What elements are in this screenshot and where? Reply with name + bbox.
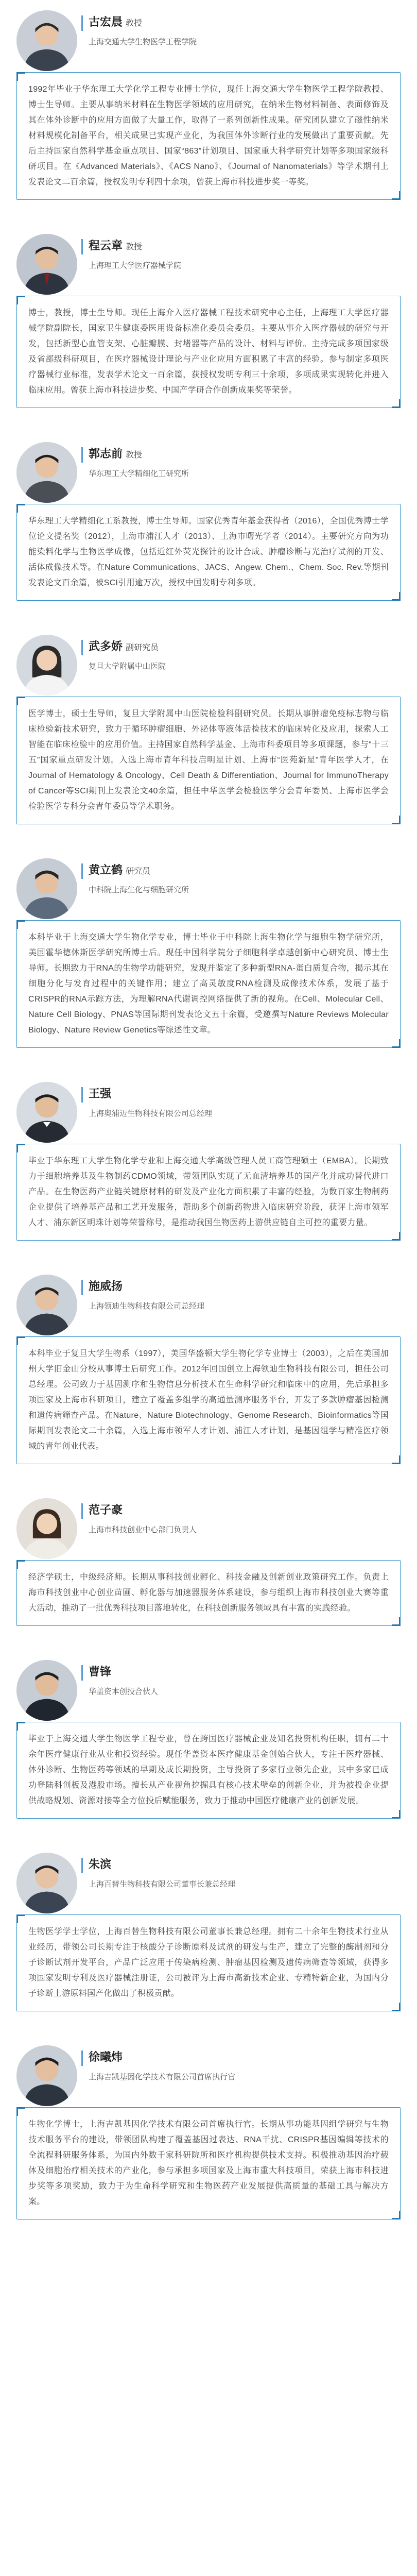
profile-header: [11, 1072, 406, 1144]
avatar: [16, 858, 77, 919]
expert-profile: [11, 1650, 406, 1819]
profile-header: [11, 624, 406, 697]
expert-bio: 华东理工大学精细化工系教授，博士生导师。国家优秀青年基金获得者（2016），全国优秀博士学位论文提名奖（2012），上海市浦江人才（2013）、上海市曙光学者（2014）。主要研究方向为功能染料化学与生物医学成像，包括近红外荧光探针的设计合成、肿瘤诊断与光治疗试剂的开发、活体成像技术等。在Nature Communications、JACS、Angew. Chem.、Chem. Soc. Rev.等期刊发表论文百余篇，被SCI引用逾万次，授权中国发明专利多项。: [28, 517, 389, 587]
expert-affiliation: 华盖资本创投合伙人: [89, 1687, 159, 1696]
expert-profile: [11, 0, 406, 200]
accent-bar: [81, 2050, 83, 2066]
bio-box: [16, 504, 401, 601]
expert-profile: [11, 1488, 406, 1626]
bio-box: [16, 1914, 401, 2011]
avatar: [16, 1082, 77, 1143]
expert-affiliation: 上海奥浦迈生物科技有限公司总经理: [89, 1109, 213, 1118]
avatar: [16, 1853, 77, 1913]
expert-name: 徐曦炜: [89, 2050, 123, 2063]
expert-profile: [11, 1264, 406, 1464]
expert-title: 研究员: [126, 867, 151, 876]
expert-profile: [11, 624, 406, 824]
expert-bio: 医学博士，硕士生导师，复旦大学附属中山医院检验科副研究员。长期从事肿瘤免疫标志物与临床检验新技术研究，致力于循环肿瘤细胞、外泌体等液体活检技术的临床转化及应用，探索人工智能在临床检验中的应用价值。主持国家自然科学基金、上海市科委项目等多项课题，参与“十三五”国家重点研发计划。入选上海市青年科技启明星计划、上海市“医苑新星”青年医学人才，在Journal of Hematology & Oncology、Cell Death & Differentiation、Journal for ImmunoTherapy of Cancer等SCI期刊上发表论文40余篇，担任中华医学会检验医学分会青年委员、上海市医学会检验医学专科分会青年委员等学术职务。: [28, 709, 389, 811]
bio-box: [16, 1560, 401, 1626]
profile-header: [11, 848, 406, 920]
expert-name: 朱滨: [89, 1858, 112, 1871]
expert-affiliation: 上海领迪生物科技有限公司总经理: [89, 1302, 205, 1311]
avatar: [16, 635, 77, 696]
expert-bio: 博士，教授，博士生导师。现任上海介入医疗器械工程技术研究中心主任，上海理工大学医疗器械学院副院长，国家卫生健康委医用设备标准化委员会委员。主要从事介入医疗器械的研究与开发，包括新型心血管支架、心脏瓣膜、封堵器等产品的设计、材料与评价。主持完成多项国家级及省部级科研项目，在医疗器械设计理论与产业化应用方面积累了丰富的经验。参与制定多项医疗器械行业标准，发表学术论文一百余篇，获授权发明专利三十余项，多项成果实现转化并进入临床应用。曾获上海市科技进步奖、中国产学研合作创新成果奖等荣誉。: [28, 309, 389, 395]
bio-box: [16, 697, 401, 824]
expert-name: 王强: [89, 1087, 112, 1100]
expert-profile: [11, 432, 406, 601]
avatar: [16, 1660, 77, 1721]
expert-title: 教授: [126, 451, 143, 460]
expert-name: 武多娇: [89, 640, 123, 653]
expert-profile: [11, 2035, 406, 2219]
accent-bar: [81, 447, 83, 463]
expert-name: 施威扬: [89, 1280, 123, 1293]
expert-bio: 生物化学博士，上海吉凯基因化学技术有限公司首席执行官。长期从事功能基因组学研究与生物技术服务平台的建设，带领团队构建了覆盖基因过表达、RNA干扰、CRISPR基因编辑等技术的全流程科研服务体系，为国内外数千家科研院所和医疗机构提供技术支持。积极推动基因治疗载体及细胞治疗相关技术的产业化，参与承担多项国家及上海市重大科技项目，荣获上海市科技进步奖等多项奖励，致力于为生命科学研究和生物医药产业发展提供高质量的基础工具与解决方案。: [28, 2120, 389, 2206]
bio-box: [16, 296, 401, 408]
expert-bio: 经济学硕士，中级经济师。长期从事科技创业孵化、科技金融及创新创业政策研究工作。负责上海市科技创业中心创业苗圃、孵化器与加速器服务体系建设，参与组织上海市科技创业大赛等重大活动，推动了一批优秀科技项目落地转化，在科技创新服务领域具有丰富的实践经验。: [28, 1573, 389, 1613]
expert-bio: 生物医学学士学位，上海百替生物科技有限公司董事长兼总经理。拥有二十余年生物技术行业从业经历，带领公司长期专注于核酸分子诊断原料及试剂的研发与生产，建立了完整的酶制剂和分子诊断试剂开发平台，产品广泛应用于传染病检测、肿瘤基因检测及遗传病筛查等领域，获得多项国家发明专利及医疗器械注册证，公司被评为上海市高新技术企业、专精特新企业，为国内分子诊断上游原料国产化做出了积极贡献。: [28, 1927, 389, 1998]
accent-bar: [81, 1503, 83, 1519]
profile-header: [11, 432, 406, 504]
profile-header: [11, 1264, 406, 1336]
accent-bar: [81, 1858, 83, 1873]
expert-name: 范子豪: [89, 1503, 123, 1516]
profile-header: [11, 1488, 406, 1560]
avatar: [16, 234, 77, 295]
bio-box: [16, 920, 401, 1048]
profile-header: [11, 224, 406, 296]
accent-bar: [81, 1280, 83, 1295]
expert-title: 教授: [126, 243, 143, 251]
accent-bar: [81, 863, 83, 879]
expert-name: 古宏晨: [89, 15, 123, 28]
expert-affiliation: 华东理工大学精细化工研究所: [89, 469, 189, 478]
expert-bio: 1992年毕业于华东理工大学化学工程专业博士学位，现任上海交通大学生物医学工程学院教授、博士生导师。主要从事纳米材料在生物医学领域的应用研究，在纳米生物材料制备、表面修饰及其在体外诊断中的应用方面做了大量工作，取得了一系列创新性成果。研究团队建立了磁性纳米材料规模化制备平台，相关成果已实现产业化，为我国体外诊断行业的发展做出了重要贡献。先后主持国家自然科学基金重点项目、国家“863”计划项目、国家重大科学研究计划等多项国家级科研项目。在《Advanced Materials》、《ACS Nano》、《Journal of Nanomaterials》等学术期刊上发表论文二百余篇，授权发明专利四十余项，曾获上海市科技进步奖一等奖。: [28, 85, 389, 187]
accent-bar: [81, 15, 83, 31]
profile-header: [11, 0, 406, 72]
expert-profile: [11, 1072, 406, 1241]
avatar: [16, 442, 77, 503]
bio-box: [16, 1722, 401, 1819]
expert-affiliation: 中科院上海生化与细胞研究所: [89, 886, 189, 894]
expert-affiliation: 上海吉凯基因化学技术有限公司首席执行官: [89, 2073, 236, 2081]
expert-name: 黄立鹤: [89, 863, 123, 876]
expert-title: 教授: [126, 19, 143, 28]
expert-bio: 毕业于华东理工大学生物化学专业和上海交通大学高级管理人员工商管理硕士（EMBA）。长期致力于细胞培养基及生物制药CDMO领域，带领团队实现了无血清培养基的国产化并成功替代进口产品。在生物医药产业链关键原材料的研发及产业化方面积累了丰富的经验，为数百家生物制药企业提供了培养基产品和工艺开发服务，帮助多个创新药物进入临床研究阶段，获评上海市领军人才、浦东新区明珠计划等荣誉称号，是推动我国生物医药上游供应链自主可控的重要力量。: [28, 1157, 389, 1227]
expert-name: 程云章: [89, 239, 123, 252]
expert-profile: [11, 848, 406, 1048]
bio-box: [16, 2107, 401, 2219]
expert-affiliation: 上海理工大学医疗器械学院: [89, 261, 182, 270]
expert-bio: 毕业于上海交通大学生物医学工程专业，曾在跨国医疗器械企业及知名投资机构任职，拥有二十余年医疗健康行业从业和投资经验。现任华盖资本医疗健康基金创始合伙人，专注于医疗器械、体外诊断、生物医药等领域的早期及成长期投资，主导投资了多家行业领先企业，其中多家已成功登陆科创板及港股市场。擅长从产业视角挖掘具有核心技术壁垒的创新企业，并为被投企业提供战略规划、资源对接等全方位投后赋能服务，致力于推动中国医疗健康产业的创新发展。: [28, 1735, 389, 1805]
bio-box: [16, 1336, 401, 1464]
expert-affiliation: 上海交通大学生物医学工程学院: [89, 38, 197, 46]
avatar: [16, 2045, 77, 2106]
accent-bar: [81, 1665, 83, 1681]
profile-header: [11, 1650, 406, 1722]
accent-bar: [81, 640, 83, 655]
expert-affiliation: 复旦大学附属中山医院: [89, 662, 166, 671]
profile-header: [11, 2035, 406, 2107]
accent-bar: [81, 1087, 83, 1103]
bio-box: [16, 1144, 401, 1241]
accent-bar: [81, 239, 83, 255]
avatar: [16, 1275, 77, 1335]
expert-profile: [11, 1842, 406, 2011]
avatar: [16, 10, 77, 71]
avatar: [16, 1498, 77, 1559]
expert-name: 曹锋: [89, 1665, 112, 1678]
expert-name: 郭志前: [89, 447, 123, 460]
expert-affiliation: 上海百替生物科技有限公司董事长兼总经理: [89, 1880, 236, 1889]
bio-box: [16, 72, 401, 200]
profile-header: [11, 1842, 406, 1914]
expert-profile: [11, 224, 406, 408]
expert-affiliation: 上海市科技创业中心部门负责人: [89, 1526, 197, 1534]
expert-bio: 本科毕业于复旦大学生物系（1997），美国华盛顿大学生物化学专业博士（2003），之后在美国加州大学旧金山分校从事博士后研究工作。2012年回国创立上海领迪生物科技有限公司，担任公司总经理。公司致力于基因测序和生物信息分析技术在生命科学研究和临床中的应用，先后承担多项国家及上海市科研项目，建立了覆盖多组学的高通量测序服务平台，开发了多款肿瘤基因检测和遗传病筛查产品。在Nature、Nature Biotechnology、Genome Research、Bioinformatics等国际期刊发表论文二十余篇，入选上海市领军人才计划、浦江人才计划，是基因组学与精准医疗领域的青年创业代表。: [28, 1349, 389, 1451]
expert-title: 副研究员: [126, 643, 159, 652]
expert-bio: 本科毕业于上海交通大学生物化学专业，博士毕业于中科院上海生物化学与细胞生物学研究所，美国霍华德休斯医学研究所博士后。现任中国科学院分子细胞科学卓越创新中心研究员、博士生导师。长期致力于RNA的生物学功能研究，发现并鉴定了多种新型RNA-蛋白质复合物，揭示其在细胞分化与发育过程中的关键作用；建立了高灵敏度RNA检测及成像技术体系，发展了基于CRISPR的RNA示踪方法，为理解RNA代谢调控网络提供了新的视角。在Cell、Molecular Cell、Nature Cell Biology、PNAS等国际期刊发表论文五十余篇，受邀撰写Nature Reviews Molecular Biology、Nature Review Genetics等综述性文章。: [28, 933, 389, 1035]
